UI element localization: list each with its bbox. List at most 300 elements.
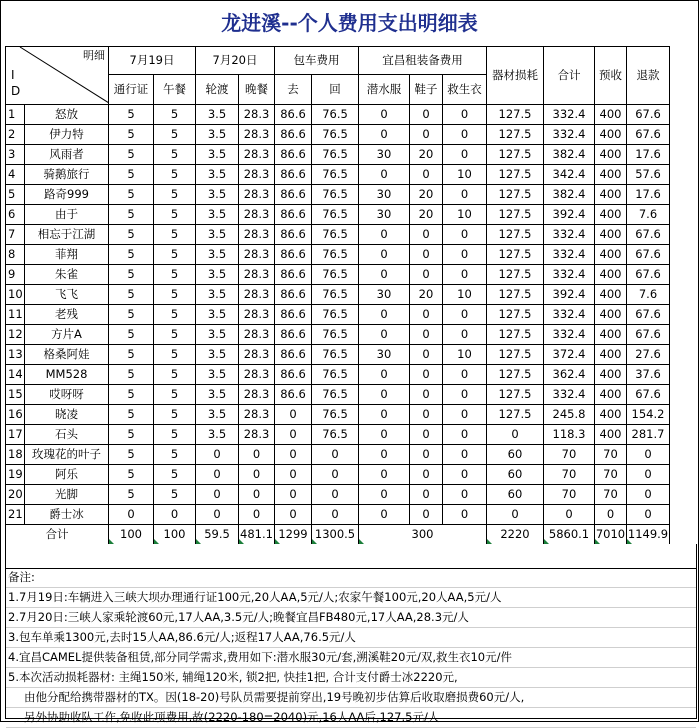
corner-id-label: I D	[11, 68, 21, 98]
total-equipment-loss: 2220	[487, 525, 544, 545]
cell-lifejacket: 0	[443, 505, 487, 525]
cell-equipment-loss: 127.5	[487, 325, 544, 345]
note-line: 4.宜昌CAMEL提供装备租赁,部分同学需求,费用如下:潜水服30元/套,溯溪鞋20元/双,救生衣10元/件	[6, 648, 696, 668]
cell-charter-return: 76.5	[312, 105, 359, 125]
cell-prepaid: 400	[595, 285, 627, 305]
cell-shoes: 0	[410, 125, 443, 145]
cell-prepaid: 70	[595, 485, 627, 505]
table-row	[6, 185, 670, 205]
cell-lifejacket: 0	[443, 365, 487, 385]
cell-charter-go: 0	[275, 505, 312, 525]
cell-lifejacket: 0	[443, 125, 487, 145]
cell-pass: 5	[109, 325, 154, 345]
cell-charter-go: 86.6	[275, 225, 312, 245]
cell-lifejacket: 0	[443, 425, 487, 445]
cell-ferry: 0	[196, 505, 239, 525]
cell-prepaid: 400	[595, 165, 627, 185]
cell-row-total: 332.4	[544, 305, 595, 325]
cell-row-id: 19	[6, 465, 25, 485]
cell-wetsuit: 0	[359, 245, 410, 265]
cell-lunch: 5	[154, 145, 196, 165]
cell-lifejacket: 0	[443, 325, 487, 345]
cell-charter-return: 0	[312, 445, 359, 465]
cell-ferry: 3.5	[196, 385, 239, 405]
cell-pass: 5	[109, 305, 154, 325]
cell-shoes: 0	[410, 505, 443, 525]
cell-row-id: 11	[6, 305, 25, 325]
cell-row-id: 14	[6, 365, 25, 385]
cell-charter-return: 0	[312, 485, 359, 505]
cell-lunch: 5	[154, 225, 196, 245]
cell-member-name: 哎呀呀	[25, 385, 109, 405]
cell-prepaid: 400	[595, 225, 627, 245]
cell-lunch: 5	[154, 405, 196, 425]
header-total: 合计	[544, 47, 595, 105]
cell-lunch: 5	[154, 345, 196, 365]
cell-prepaid: 70	[595, 445, 627, 465]
cell-dinner: 28.3	[239, 365, 275, 385]
subheader-wetsuit: 潜水服	[359, 75, 410, 105]
notes-heading: 备注:	[6, 568, 696, 588]
cell-equipment-loss: 0	[487, 425, 544, 445]
cell-lifejacket: 10	[443, 285, 487, 305]
total-pass: 100	[109, 525, 154, 545]
cell-row-id: 8	[6, 245, 25, 265]
sheet-title: 龙进溪--个人费用支出明细表	[221, 11, 478, 35]
group-header-jul20: 7月20日	[196, 47, 275, 75]
cell-ferry: 0	[196, 485, 239, 505]
cell-charter-return: 76.5	[312, 305, 359, 325]
cell-charter-return: 76.5	[312, 225, 359, 245]
cell-equipment-loss: 127.5	[487, 185, 544, 205]
cell-shoes: 0	[410, 385, 443, 405]
cell-pass: 5	[109, 205, 154, 225]
cell-wetsuit: 0	[359, 425, 410, 445]
cell-dinner: 28.3	[239, 265, 275, 285]
cell-row-total: 332.4	[544, 325, 595, 345]
cell-charter-return: 76.5	[312, 145, 359, 165]
cell-charter-go: 0	[275, 485, 312, 505]
cell-lunch: 5	[154, 365, 196, 385]
cell-member-name: 石头	[25, 425, 109, 445]
cell-pass: 5	[109, 265, 154, 285]
cell-wetsuit: 0	[359, 305, 410, 325]
cell-equipment-loss: 127.5	[487, 225, 544, 245]
cell-charter-go: 86.6	[275, 385, 312, 405]
cell-member-name: 伊力特	[25, 125, 109, 145]
cell-charter-return: 76.5	[312, 385, 359, 405]
cell-member-name: 格桑阿娃	[25, 345, 109, 365]
cell-wetsuit: 30	[359, 185, 410, 205]
table-row	[6, 485, 670, 505]
cell-ferry: 3.5	[196, 125, 239, 145]
cell-row-id: 21	[6, 505, 25, 525]
cell-refund: 67.6	[627, 265, 670, 285]
cell-member-name: 阿乐	[25, 465, 109, 485]
cell-row-id: 18	[6, 445, 25, 465]
table-row	[6, 305, 670, 325]
cell-lifejacket: 0	[443, 105, 487, 125]
cell-equipment-loss: 127.5	[487, 305, 544, 325]
note-line: 另外协助收队工作,免收此项费用.故(2220-180=2040)元,16人AA后,127.5元/人	[6, 708, 696, 728]
cell-ferry: 3.5	[196, 365, 239, 385]
cell-member-name: 菲翔	[25, 245, 109, 265]
cell-dinner: 28.3	[239, 345, 275, 365]
cell-row-total: 362.4	[544, 365, 595, 385]
cell-shoes: 0	[410, 345, 443, 365]
table-row	[6, 285, 670, 305]
cell-charter-go: 86.6	[275, 325, 312, 345]
cell-lifejacket: 0	[443, 185, 487, 205]
cell-equipment-loss: 0	[487, 505, 544, 525]
note-line: 1.7月19日:车辆进入三峡大坝办理通行证100元,20人AA,5元/人;农家午餐100元,20人AA,5元/人	[6, 588, 696, 608]
cell-shoes: 0	[410, 265, 443, 285]
cell-equipment-loss: 127.5	[487, 145, 544, 165]
cell-wetsuit: 30	[359, 205, 410, 225]
cell-row-total: 372.4	[544, 345, 595, 365]
cell-refund: 67.6	[627, 225, 670, 245]
cell-refund: 0	[627, 445, 670, 465]
cell-ferry: 3.5	[196, 165, 239, 185]
cell-row-total: 332.4	[544, 105, 595, 125]
cell-lunch: 5	[154, 265, 196, 285]
cell-shoes: 0	[410, 365, 443, 385]
cell-wetsuit: 30	[359, 285, 410, 305]
total-return: 1300.5	[312, 525, 359, 545]
cell-equipment-loss: 127.5	[487, 165, 544, 185]
cell-wetsuit: 0	[359, 385, 410, 405]
cell-lunch: 5	[154, 125, 196, 145]
cell-row-total: 342.4	[544, 165, 595, 185]
cell-lunch: 5	[154, 465, 196, 485]
cell-ferry: 0	[196, 465, 239, 485]
cell-row-total: 382.4	[544, 145, 595, 165]
cell-pass: 5	[109, 485, 154, 505]
cell-equipment-loss: 127.5	[487, 285, 544, 305]
cell-pass: 5	[109, 345, 154, 365]
cell-member-name: 方片A	[25, 325, 109, 345]
cell-dinner: 28.3	[239, 205, 275, 225]
table-row	[6, 145, 670, 165]
table-row	[6, 385, 670, 405]
cell-ferry: 3.5	[196, 265, 239, 285]
cell-dinner: 28.3	[239, 305, 275, 325]
cell-dinner: 28.3	[239, 325, 275, 345]
header-prepaid: 预收	[595, 47, 627, 105]
cell-charter-return: 76.5	[312, 345, 359, 365]
cell-shoes: 0	[410, 465, 443, 485]
cell-row-id: 17	[6, 425, 25, 445]
cell-lifejacket: 0	[443, 245, 487, 265]
cell-charter-go: 0	[275, 425, 312, 445]
cell-row-total: 0	[544, 505, 595, 525]
cell-pass: 5	[109, 145, 154, 165]
blank-spacer-row	[5, 544, 697, 569]
cell-charter-return: 76.5	[312, 285, 359, 305]
table-row	[6, 505, 670, 525]
cell-shoes: 20	[410, 285, 443, 305]
cell-charter-go: 0	[275, 445, 312, 465]
cell-pass: 5	[109, 445, 154, 465]
cell-dinner: 0	[239, 485, 275, 505]
total-prepaid: 7010	[595, 525, 627, 545]
cell-row-id: 10	[6, 285, 25, 305]
cell-member-name: MM528	[25, 365, 109, 385]
cell-charter-return: 76.5	[312, 205, 359, 225]
cell-lifejacket: 10	[443, 205, 487, 225]
table-row	[6, 265, 670, 285]
cell-lunch: 5	[154, 285, 196, 305]
cell-lifejacket: 10	[443, 165, 487, 185]
cell-charter-go: 86.6	[275, 185, 312, 205]
corner-header-cell	[6, 47, 109, 105]
cell-refund: 67.6	[627, 245, 670, 265]
cell-lifejacket: 0	[443, 225, 487, 245]
cell-wetsuit: 0	[359, 505, 410, 525]
cell-row-id: 7	[6, 225, 25, 245]
table-row	[6, 325, 670, 345]
cell-ferry: 3.5	[196, 145, 239, 165]
cell-charter-return: 0	[312, 465, 359, 485]
cell-dinner: 0	[239, 445, 275, 465]
header-equipment-loss: 器材损耗	[487, 47, 544, 105]
cell-lunch: 5	[154, 485, 196, 505]
cell-wetsuit: 30	[359, 145, 410, 165]
table-row	[6, 225, 670, 245]
cell-lifejacket: 0	[443, 265, 487, 285]
cell-lunch: 5	[154, 425, 196, 445]
cell-lunch: 5	[154, 205, 196, 225]
cell-row-total: 245.8	[544, 405, 595, 425]
cell-refund: 67.6	[627, 325, 670, 345]
cell-row-total: 70	[544, 465, 595, 485]
cell-shoes: 0	[410, 325, 443, 345]
cell-refund: 67.6	[627, 125, 670, 145]
cell-charter-go: 86.6	[275, 165, 312, 185]
cell-refund: 17.6	[627, 185, 670, 205]
cell-ferry: 0	[196, 445, 239, 465]
cell-equipment-loss: 127.5	[487, 205, 544, 225]
cell-ferry: 3.5	[196, 345, 239, 365]
total-refund: 1149.9	[627, 525, 670, 545]
cell-prepaid: 400	[595, 325, 627, 345]
cell-charter-go: 86.6	[275, 245, 312, 265]
total-go: 1299	[275, 525, 312, 545]
cell-refund: 17.6	[627, 145, 670, 165]
cell-pass: 5	[109, 165, 154, 185]
total-label: 合计	[6, 525, 109, 545]
cell-prepaid: 400	[595, 305, 627, 325]
cell-row-id: 12	[6, 325, 25, 345]
table-row	[6, 345, 670, 365]
table-row	[6, 125, 670, 145]
cell-dinner: 0	[239, 465, 275, 485]
cell-lifejacket: 0	[443, 465, 487, 485]
cell-member-name: 由于	[25, 205, 109, 225]
cell-charter-go: 86.6	[275, 365, 312, 385]
cell-dinner: 28.3	[239, 245, 275, 265]
cell-pass: 5	[109, 125, 154, 145]
expense-table	[5, 46, 670, 545]
table-row	[6, 405, 670, 425]
cell-ferry: 3.5	[196, 205, 239, 225]
cell-refund: 27.6	[627, 345, 670, 365]
cell-refund: 154.2	[627, 405, 670, 425]
cell-prepaid: 400	[595, 365, 627, 385]
cell-ferry: 3.5	[196, 405, 239, 425]
cell-equipment-loss: 127.5	[487, 385, 544, 405]
cell-charter-return: 76.5	[312, 125, 359, 145]
cell-shoes: 0	[410, 405, 443, 425]
cell-charter-return: 76.5	[312, 325, 359, 345]
cell-lunch: 5	[154, 325, 196, 345]
cell-wetsuit: 0	[359, 105, 410, 125]
cell-ferry: 3.5	[196, 285, 239, 305]
cell-row-total: 70	[544, 445, 595, 465]
cell-refund: 0	[627, 485, 670, 505]
table-row	[6, 205, 670, 225]
cell-refund: 7.6	[627, 205, 670, 225]
cell-shoes: 0	[410, 425, 443, 445]
cell-wetsuit: 0	[359, 405, 410, 425]
cell-equipment-loss: 127.5	[487, 245, 544, 265]
cell-shoes: 0	[410, 225, 443, 245]
cell-lifejacket: 0	[443, 445, 487, 465]
cell-equipment-loss: 60	[487, 465, 544, 485]
cell-pass: 5	[109, 465, 154, 485]
cell-pass: 5	[109, 405, 154, 425]
cell-pass: 5	[109, 285, 154, 305]
group-header-jul19: 7月19日	[109, 47, 196, 75]
cell-member-name: 朱雀	[25, 265, 109, 285]
cell-equipment-loss: 127.5	[487, 105, 544, 125]
cell-charter-return: 76.5	[312, 165, 359, 185]
cell-refund: 67.6	[627, 105, 670, 125]
note-line: 2.7月20日:三峡人家乘轮渡60元,17人AA,3.5元/人;晚餐宜昌FB480元,17人AA,28.3元/人	[6, 608, 696, 628]
cell-charter-go: 86.6	[275, 285, 312, 305]
cell-lifejacket: 0	[443, 385, 487, 405]
cell-prepaid: 400	[595, 385, 627, 405]
cell-dinner: 28.3	[239, 425, 275, 445]
cell-member-name: 怒放	[25, 105, 109, 125]
cell-refund: 57.6	[627, 165, 670, 185]
cell-row-id: 20	[6, 485, 25, 505]
table-row	[6, 105, 670, 125]
cell-ferry: 3.5	[196, 105, 239, 125]
subheader-lunch: 午餐	[154, 75, 196, 105]
cell-charter-return: 76.5	[312, 185, 359, 205]
total-lunch: 100	[154, 525, 196, 545]
note-line: 由他分配给携带器材的TX。因(18-20)号队员需要提前穿出,19号晚初步估算后收取磨损费60元/人,	[6, 688, 696, 708]
cell-ferry: 3.5	[196, 425, 239, 445]
cell-wetsuit: 0	[359, 125, 410, 145]
cell-wetsuit: 0	[359, 165, 410, 185]
table-row	[6, 245, 670, 265]
cell-equipment-loss: 60	[487, 445, 544, 465]
cell-row-total: 392.4	[544, 205, 595, 225]
cell-prepaid: 0	[595, 505, 627, 525]
cell-refund: 0	[627, 465, 670, 485]
cell-dinner: 28.3	[239, 285, 275, 305]
cell-prepaid: 400	[595, 345, 627, 365]
cell-prepaid: 400	[595, 405, 627, 425]
cell-row-id: 13	[6, 345, 25, 365]
table-row	[6, 465, 670, 485]
cell-prepaid: 400	[595, 425, 627, 445]
cell-member-name: 晓凌	[25, 405, 109, 425]
cell-lifejacket: 0	[443, 305, 487, 325]
cell-shoes: 0	[410, 165, 443, 185]
cell-wetsuit: 0	[359, 325, 410, 345]
cell-row-id: 2	[6, 125, 25, 145]
cell-pass: 5	[109, 365, 154, 385]
cell-charter-return: 76.5	[312, 405, 359, 425]
cell-row-id: 16	[6, 405, 25, 425]
cell-lunch: 5	[154, 185, 196, 205]
cell-equipment-loss: 127.5	[487, 345, 544, 365]
cell-refund: 281.7	[627, 425, 670, 445]
cell-row-id: 4	[6, 165, 25, 185]
cell-shoes: 20	[410, 185, 443, 205]
cell-charter-go: 86.6	[275, 105, 312, 125]
cell-wetsuit: 0	[359, 365, 410, 385]
cell-prepaid: 400	[595, 105, 627, 125]
cell-shoes: 20	[410, 205, 443, 225]
cell-equipment-loss: 127.5	[487, 365, 544, 385]
cell-dinner: 28.3	[239, 165, 275, 185]
cell-dinner: 28.3	[239, 145, 275, 165]
cell-lifejacket: 0	[443, 405, 487, 425]
cell-charter-return: 76.5	[312, 265, 359, 285]
cell-wetsuit: 0	[359, 485, 410, 505]
cell-equipment-loss: 60	[487, 485, 544, 505]
cell-charter-go: 86.6	[275, 305, 312, 325]
cell-row-id: 5	[6, 185, 25, 205]
cell-shoes: 0	[410, 485, 443, 505]
cell-equipment-loss: 127.5	[487, 405, 544, 425]
cell-pass: 5	[109, 105, 154, 125]
cell-prepaid: 400	[595, 185, 627, 205]
cell-equipment-loss: 127.5	[487, 125, 544, 145]
cell-pass: 5	[109, 245, 154, 265]
cell-lunch: 5	[154, 105, 196, 125]
group-header-rental: 宜昌租装备费用	[359, 47, 487, 75]
cell-member-name: 光脚	[25, 485, 109, 505]
cell-refund: 67.6	[627, 305, 670, 325]
header-refund: 退款	[627, 47, 670, 105]
subheader-lifejacket: 救生衣	[443, 75, 487, 105]
cell-row-id: 3	[6, 145, 25, 165]
cell-ferry: 3.5	[196, 225, 239, 245]
note-line: 3.包车单乘1300元,去时15人AA,86.6元/人;返程17人AA,76.5元/人	[6, 628, 696, 648]
cell-row-total: 332.4	[544, 385, 595, 405]
cell-charter-go: 0	[275, 405, 312, 425]
subheader-pass: 通行证	[109, 75, 154, 105]
cell-ferry: 3.5	[196, 185, 239, 205]
corner-detail-label: 明细	[83, 49, 105, 62]
cell-member-name: 飞飞	[25, 285, 109, 305]
cell-prepaid: 70	[595, 465, 627, 485]
cell-wetsuit: 0	[359, 465, 410, 485]
total-dinner: 481.1	[239, 525, 275, 545]
cell-row-id: 6	[6, 205, 25, 225]
cell-charter-go: 86.6	[275, 205, 312, 225]
cell-member-name: 爵士冰	[25, 505, 109, 525]
cell-row-total: 332.4	[544, 245, 595, 265]
cell-prepaid: 400	[595, 125, 627, 145]
total-row	[6, 525, 670, 545]
table-row	[6, 425, 670, 445]
